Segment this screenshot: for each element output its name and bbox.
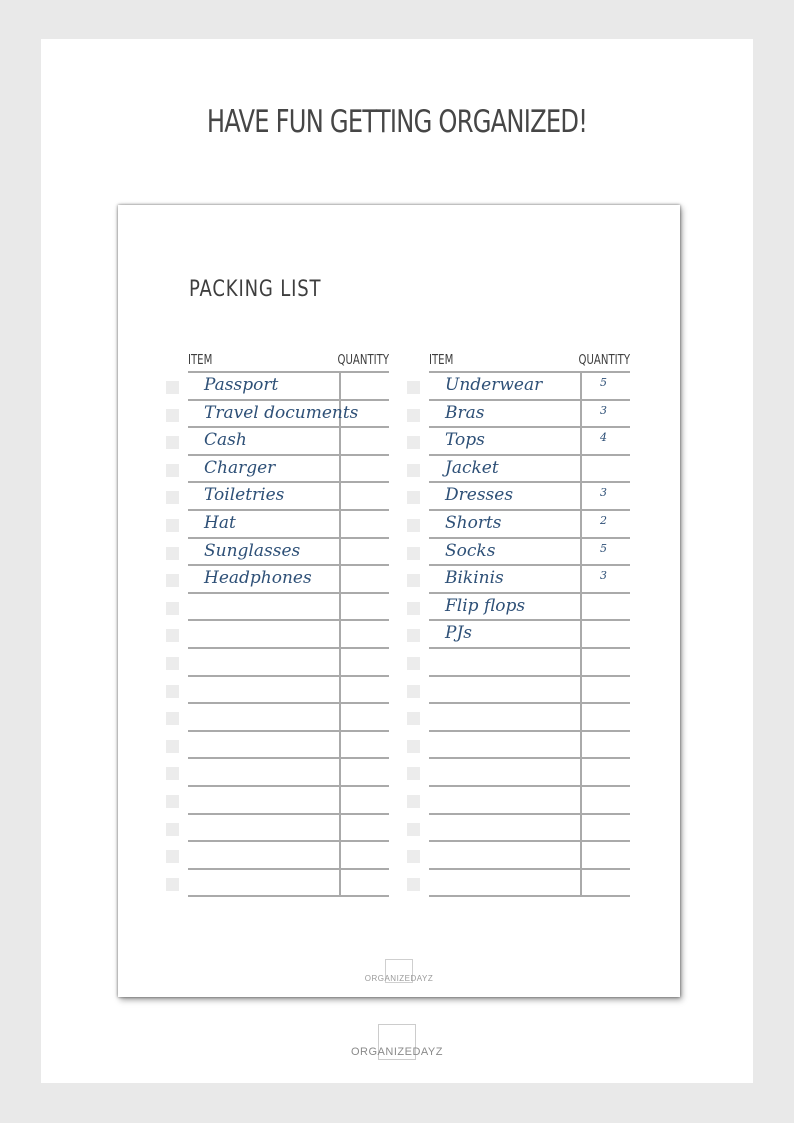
column-divider — [580, 649, 582, 675]
column-divider — [580, 511, 582, 537]
column-divider — [339, 511, 341, 537]
checkbox[interactable] — [166, 795, 179, 808]
checkbox[interactable] — [166, 850, 179, 863]
checkbox[interactable] — [166, 767, 179, 780]
column-divider — [580, 815, 582, 841]
checkbox[interactable] — [407, 409, 420, 422]
checkbox[interactable] — [407, 491, 420, 504]
checkbox[interactable] — [166, 409, 179, 422]
column-divider — [339, 732, 341, 758]
column-divider — [580, 456, 582, 482]
checklist-row — [429, 787, 630, 815]
checklist-row — [429, 373, 630, 401]
item-header: ITEM — [188, 353, 213, 368]
column-divider — [580, 732, 582, 758]
item-name[interactable]: Dresses — [445, 485, 514, 506]
checkbox[interactable] — [166, 685, 179, 698]
checkbox[interactable] — [407, 740, 420, 753]
checklist-row — [188, 759, 389, 787]
checklist-row — [429, 842, 630, 870]
checkbox[interactable] — [166, 519, 179, 532]
checkbox[interactable] — [166, 629, 179, 642]
item-quantity[interactable]: 3 — [600, 403, 607, 417]
checkbox[interactable] — [407, 823, 420, 836]
item-name[interactable]: Headphones — [204, 568, 312, 589]
checklist-row — [429, 456, 630, 484]
column-divider — [580, 870, 582, 896]
item-quantity[interactable]: 5 — [600, 376, 607, 389]
checklist-row — [188, 621, 389, 649]
footer-brand-logo — [0, 1024, 794, 1058]
column-divider — [339, 428, 341, 454]
item-header: ITEM — [429, 353, 454, 368]
item-name[interactable]: Cash — [204, 430, 247, 451]
item-name[interactable]: Bras — [445, 402, 485, 423]
checklist-row — [188, 539, 389, 567]
item-name[interactable]: Tops — [445, 430, 485, 451]
column-divider — [339, 483, 341, 509]
item-name[interactable]: Passport — [204, 375, 279, 395]
checklist-row — [429, 511, 630, 539]
column-divider — [580, 704, 582, 730]
checklist-row — [429, 401, 630, 429]
checkbox[interactable] — [407, 602, 420, 615]
checkbox[interactable] — [166, 381, 179, 394]
item-quantity[interactable]: 3 — [600, 569, 607, 583]
checklist-row — [429, 594, 630, 622]
column-divider — [339, 566, 341, 592]
column-divider — [339, 870, 341, 896]
packing-rows — [429, 371, 630, 897]
quantity-header: QUANTITY — [337, 353, 389, 368]
checklist-row — [429, 677, 630, 705]
column-divider — [580, 566, 582, 592]
checkbox[interactable] — [407, 519, 420, 532]
checkbox[interactable] — [407, 436, 420, 449]
checklist-row — [429, 815, 630, 843]
column-divider — [580, 787, 582, 813]
checklist-row — [188, 677, 389, 705]
checklist-row — [188, 787, 389, 815]
column-header — [188, 353, 389, 371]
packing-column-right — [429, 353, 630, 897]
checklist-row — [188, 732, 389, 760]
checkbox[interactable] — [166, 657, 179, 670]
checkbox[interactable] — [407, 850, 420, 863]
checklist-row — [429, 566, 630, 594]
checkbox[interactable] — [166, 602, 179, 615]
checklist-row — [188, 511, 389, 539]
checklist-row — [188, 842, 389, 870]
item-name[interactable]: Charger — [204, 457, 276, 478]
checkbox[interactable] — [407, 629, 420, 642]
column-divider — [339, 621, 341, 647]
item-quantity[interactable]: 4 — [600, 431, 607, 445]
checklist-row — [188, 649, 389, 677]
checkbox[interactable] — [407, 712, 420, 725]
item-name[interactable]: Socks — [445, 540, 496, 561]
checkbox[interactable] — [407, 767, 420, 780]
checklist-row — [429, 732, 630, 760]
column-divider — [339, 649, 341, 675]
checklist-row — [188, 704, 389, 732]
column-divider — [339, 373, 341, 399]
checkbox[interactable] — [407, 574, 420, 587]
item-name[interactable]: Hat — [204, 512, 236, 533]
checkbox[interactable] — [166, 823, 179, 836]
checkbox[interactable] — [407, 657, 420, 670]
checkbox[interactable] — [407, 547, 420, 560]
quantity-header: QUANTITY — [578, 353, 630, 368]
checklist-row — [188, 428, 389, 456]
checklist-row — [188, 373, 389, 401]
footer-brand-text: ORGANIZEDAYZ — [351, 1046, 443, 1058]
checklist-row — [188, 870, 389, 898]
checkbox[interactable] — [166, 491, 179, 504]
item-name[interactable]: Flip flops — [445, 595, 526, 616]
headline: HAVE FUN GETTING ORGANIZED! — [206, 104, 588, 140]
column-divider — [580, 842, 582, 868]
column-divider — [339, 815, 341, 841]
checklist-row — [429, 870, 630, 898]
column-divider — [339, 594, 341, 620]
checkbox[interactable] — [407, 685, 420, 698]
checkbox[interactable] — [166, 574, 179, 587]
column-divider — [580, 373, 582, 399]
checklist-row — [188, 401, 389, 429]
packing-column-left — [188, 353, 389, 897]
checkbox[interactable] — [166, 712, 179, 725]
column-divider — [580, 539, 582, 565]
checklist-row — [429, 649, 630, 677]
checklist-row — [429, 539, 630, 567]
column-divider — [580, 621, 582, 647]
column-divider — [339, 456, 341, 482]
checkbox[interactable] — [407, 464, 420, 477]
column-divider — [339, 539, 341, 565]
checklist-row — [188, 483, 389, 511]
checkbox[interactable] — [407, 795, 420, 808]
column-divider — [580, 677, 582, 703]
item-name[interactable]: Travel documents — [204, 402, 359, 423]
checkbox[interactable] — [166, 740, 179, 753]
sheet-title: PACKING LIST — [189, 277, 322, 302]
sheet-brand-text: ORGANIZEDAYZ — [364, 974, 434, 983]
checkbox[interactable] — [166, 464, 179, 477]
column-divider — [580, 759, 582, 785]
column-divider — [339, 759, 341, 785]
item-quantity[interactable]: 3 — [600, 486, 607, 500]
column-divider — [580, 401, 582, 427]
checkbox[interactable] — [166, 436, 179, 449]
checklist-row — [188, 815, 389, 843]
checklist-row — [188, 594, 389, 622]
item-name[interactable]: PJs — [445, 623, 472, 644]
column-divider — [580, 483, 582, 509]
checkbox[interactable] — [407, 878, 420, 891]
packing-rows — [188, 371, 389, 897]
column-divider — [580, 428, 582, 454]
item-name[interactable]: Jacket — [445, 457, 499, 478]
item-quantity[interactable]: 5 — [600, 541, 607, 555]
item-name[interactable]: Toiletries — [204, 485, 285, 506]
checkbox[interactable] — [407, 381, 420, 394]
checklist-row — [429, 704, 630, 732]
column-divider — [339, 842, 341, 868]
column-divider — [339, 787, 341, 813]
column-header — [429, 353, 630, 371]
checklist-row — [429, 483, 630, 511]
checklist-row — [429, 759, 630, 787]
column-divider — [580, 594, 582, 620]
column-divider — [339, 677, 341, 703]
checklist-row — [429, 621, 630, 649]
checklist-row — [188, 566, 389, 594]
item-quantity[interactable]: 2 — [600, 513, 607, 527]
sheet-brand-logo — [118, 959, 680, 983]
checklist-row — [188, 456, 389, 484]
checkbox[interactable] — [166, 547, 179, 560]
checklist-row — [429, 428, 630, 456]
checkbox[interactable] — [166, 878, 179, 891]
item-name[interactable]: Shorts — [445, 512, 502, 533]
item-name[interactable]: Underwear — [445, 375, 543, 395]
item-name[interactable]: Sunglasses — [204, 540, 301, 561]
packing-list-sheet — [118, 205, 680, 997]
column-divider — [339, 704, 341, 730]
item-name[interactable]: Bikinis — [445, 568, 504, 589]
